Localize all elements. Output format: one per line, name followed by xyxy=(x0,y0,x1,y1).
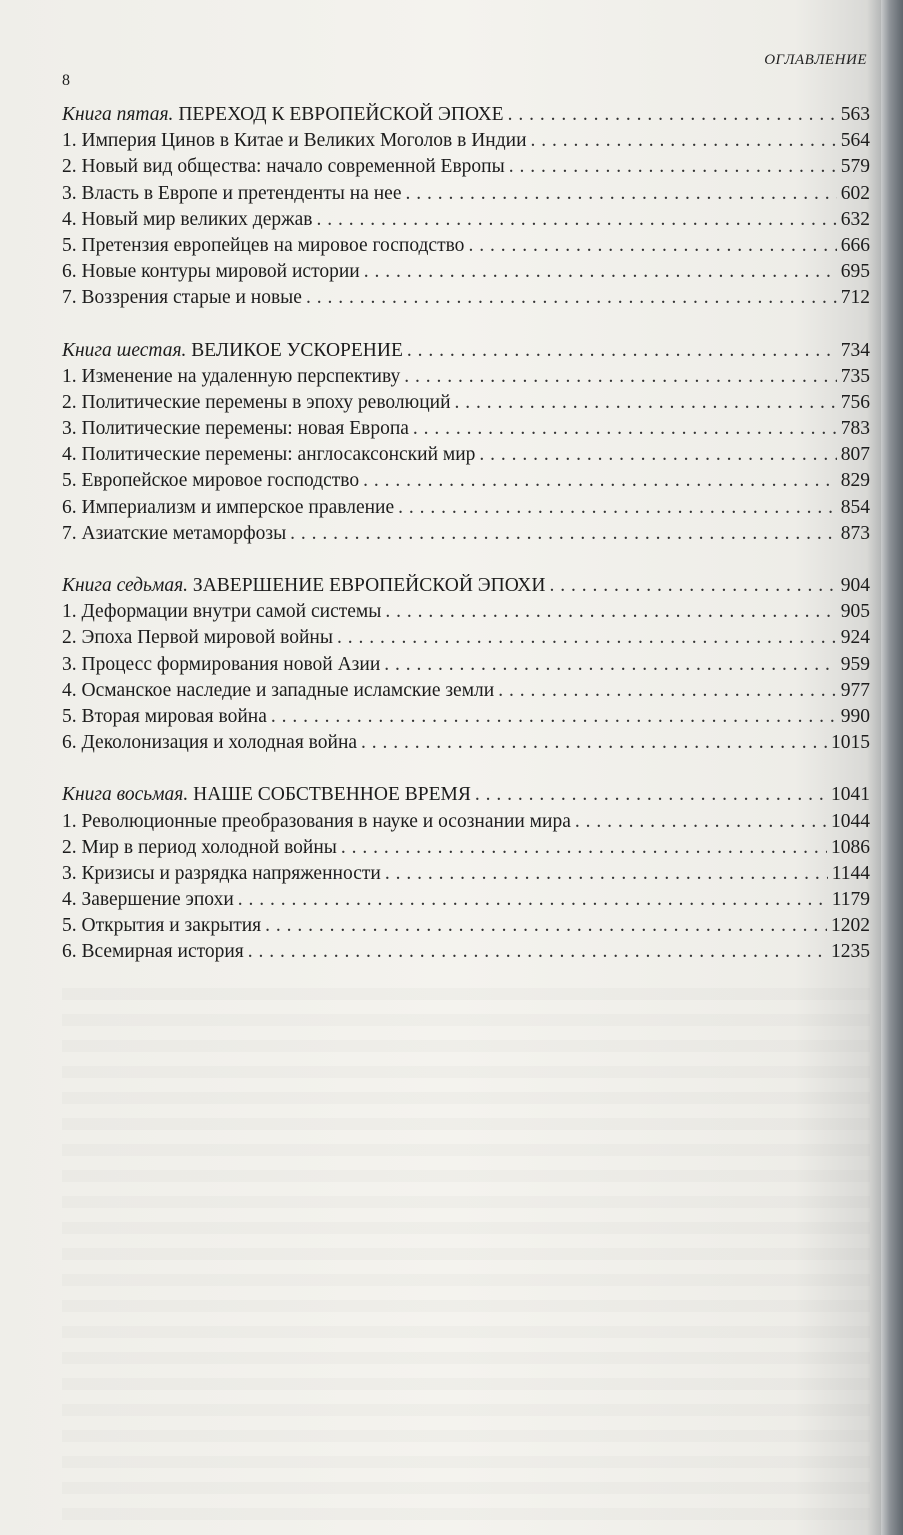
toc-book-title: ПЕРЕХОД К ЕВРОПЕЙСКОЙ ЭПОХЕ xyxy=(178,104,504,125)
toc-book-number: Книга восьмая. xyxy=(62,784,189,806)
toc-page-number: 712 xyxy=(840,287,870,309)
toc-chapter-title: 3. Процесс формирования новой Азии xyxy=(62,653,381,675)
running-title: ОГЛАВЛЕНИЕ xyxy=(764,52,867,68)
toc-page-number: 1144 xyxy=(831,862,870,884)
toc-page-number: 1179 xyxy=(831,889,870,911)
toc-page-number: 579 xyxy=(840,156,870,178)
toc-page-number: 959 xyxy=(840,653,870,675)
toc-section xyxy=(62,102,870,312)
toc-book-number: Книга пятая. xyxy=(62,104,174,125)
toc-section xyxy=(62,338,870,548)
toc-chapter-row[interactable] xyxy=(62,154,870,180)
toc-page-number: 563 xyxy=(840,104,870,125)
toc-chapter-title: 4. Новый мир великих держав xyxy=(62,208,313,230)
dot-leader xyxy=(575,809,827,835)
toc-chapter-title: 7. Азиатские метаморфозы xyxy=(62,522,287,544)
toc-page-number: 783 xyxy=(840,418,870,440)
toc-chapter-row[interactable] xyxy=(62,652,870,678)
toc-chapter-title: 2. Мир в период холодной войны xyxy=(62,836,337,858)
toc-book-label xyxy=(62,338,403,364)
toc-page-number: 829 xyxy=(840,470,870,492)
dot-leader xyxy=(271,704,837,730)
toc-section xyxy=(62,573,870,756)
toc-chapter-row[interactable] xyxy=(62,233,870,259)
toc-chapter-title: 1. Империя Цинов в Китае и Великих Моголов в Индии xyxy=(62,130,527,152)
toc-page-number: 1015 xyxy=(831,732,870,754)
toc-book-label xyxy=(62,102,504,128)
dot-leader xyxy=(385,599,836,625)
toc-page-number: 977 xyxy=(840,679,870,701)
toc-page-number: 666 xyxy=(840,234,870,256)
toc-page-number: 1086 xyxy=(831,836,870,858)
dot-leader xyxy=(509,154,837,180)
dot-leader xyxy=(406,181,837,207)
dot-leader xyxy=(364,259,837,285)
toc-page-number: 1044 xyxy=(831,810,870,832)
toc-chapter-title: 7. Воззрения старые и новые xyxy=(62,287,302,309)
toc-chapter-title: 1. Деформации внутри самой системы xyxy=(62,601,382,623)
toc-page-number: 807 xyxy=(840,444,870,466)
toc-chapter-title: 2. Эпоха Первой мировой войны xyxy=(62,627,333,649)
dot-leader xyxy=(384,652,836,678)
dot-leader xyxy=(479,442,836,468)
toc-chapter-title: 1. Революционные преобразования в науке и осознании мира xyxy=(62,810,571,832)
dot-leader xyxy=(385,861,828,887)
toc-page-number: 924 xyxy=(840,627,870,649)
toc-page-number: 734 xyxy=(840,339,870,361)
toc-chapter-row[interactable] xyxy=(62,913,870,939)
toc-chapter-row[interactable] xyxy=(62,809,870,835)
toc-chapter-row[interactable] xyxy=(62,364,870,390)
dot-leader xyxy=(398,495,837,521)
dot-leader xyxy=(361,730,827,756)
toc-chapter-row[interactable] xyxy=(62,625,870,651)
toc-chapter-row[interactable] xyxy=(62,599,870,625)
toc-page-number: 854 xyxy=(840,496,870,518)
dot-leader xyxy=(549,573,836,599)
toc-page-number: 602 xyxy=(840,182,870,204)
dot-leader xyxy=(498,678,837,704)
toc-page-number: 756 xyxy=(840,391,870,413)
toc-page-number: 632 xyxy=(840,208,870,230)
toc-book-label xyxy=(62,782,471,808)
toc-chapter-title: 6. Новые контуры мировой истории xyxy=(62,261,360,283)
toc-chapter-title: 2. Политические перемены в эпоху революций xyxy=(62,391,451,413)
toc-chapter-title: 6. Всемирная история xyxy=(62,941,244,963)
toc-chapter-title: 3. Власть в Европе и претенденты на нее xyxy=(62,182,402,204)
bleed-through-texture xyxy=(62,980,870,1520)
table-of-contents xyxy=(62,102,870,992)
toc-chapter-row[interactable] xyxy=(62,495,870,521)
toc-chapter-row[interactable] xyxy=(62,468,870,494)
toc-chapter-row[interactable] xyxy=(62,442,870,468)
toc-chapter-title: 2. Новый вид общества: начало современной Европы xyxy=(62,156,505,178)
toc-page-number: 1235 xyxy=(831,941,870,963)
dot-leader xyxy=(337,625,837,651)
book-spine-edge xyxy=(881,0,903,1535)
dot-leader xyxy=(316,207,836,233)
toc-book-heading[interactable] xyxy=(62,782,870,808)
toc-chapter-row[interactable] xyxy=(62,416,870,442)
dot-leader xyxy=(341,835,827,861)
toc-book-number: Книга шестая. xyxy=(62,339,187,361)
toc-section xyxy=(62,782,870,965)
toc-chapter-row[interactable] xyxy=(62,887,870,913)
toc-page-number: 1041 xyxy=(831,784,870,806)
toc-chapter-row[interactable] xyxy=(62,128,870,154)
toc-chapter-title: 3. Кризисы и разрядка напряженности xyxy=(62,862,381,884)
toc-chapter-row[interactable] xyxy=(62,704,870,730)
toc-chapter-row[interactable] xyxy=(62,939,870,965)
toc-chapter-row[interactable] xyxy=(62,678,870,704)
toc-chapter-title: 5. Вторая мировая война xyxy=(62,705,267,727)
toc-chapter-row[interactable] xyxy=(62,730,870,756)
toc-chapter-title: 6. Деколонизация и холодная война xyxy=(62,732,358,754)
toc-chapter-title: 5. Европейское мировое господство xyxy=(62,470,360,492)
dot-leader xyxy=(413,416,837,442)
dot-leader xyxy=(363,468,837,494)
toc-chapter-row[interactable] xyxy=(62,390,870,416)
toc-chapter-title: 3. Политические перемены: новая Европа xyxy=(62,418,409,440)
dot-leader xyxy=(531,128,837,154)
dot-leader xyxy=(265,913,827,939)
toc-page-number: 990 xyxy=(840,705,870,727)
dot-leader xyxy=(404,364,837,390)
dot-leader xyxy=(407,338,837,364)
toc-chapter-title: 1. Изменение на удаленную перспективу xyxy=(62,365,401,387)
dot-leader xyxy=(475,782,827,808)
toc-book-number: Книга седьмая. xyxy=(62,575,189,596)
page-number: 8 xyxy=(62,72,70,89)
dot-leader xyxy=(455,390,837,416)
toc-book-heading[interactable] xyxy=(62,573,870,599)
dot-leader xyxy=(238,887,828,913)
toc-page-number: 564 xyxy=(840,130,870,152)
toc-book-heading[interactable] xyxy=(62,338,870,364)
toc-chapter-row[interactable] xyxy=(62,259,870,285)
toc-chapter-row[interactable] xyxy=(62,207,870,233)
toc-page-number: 735 xyxy=(840,365,870,387)
toc-page-number: 905 xyxy=(840,601,870,623)
dot-leader xyxy=(508,102,837,128)
toc-chapter-title: 5. Открытия и закрытия xyxy=(62,915,262,937)
toc-book-title: НАШЕ СОБСТВЕННОЕ ВРЕМЯ xyxy=(193,784,471,806)
toc-chapter-row[interactable] xyxy=(62,521,870,547)
toc-page-number: 695 xyxy=(840,261,870,283)
dot-leader xyxy=(290,521,837,547)
toc-chapter-title: 4. Османское наследие и западные исламские земли xyxy=(62,679,495,701)
toc-book-title: ВЕЛИКОЕ УСКОРЕНИЕ xyxy=(191,339,403,361)
toc-chapter-title: 6. Империализм и имперское правление xyxy=(62,496,395,518)
toc-page-number: 904 xyxy=(840,575,870,596)
dot-leader xyxy=(468,233,836,259)
toc-chapter-row[interactable] xyxy=(62,181,870,207)
toc-chapter-title: 4. Политические перемены: англосаксонский мир xyxy=(62,444,476,466)
toc-book-heading[interactable] xyxy=(62,102,870,128)
toc-chapter-row[interactable] xyxy=(62,835,870,861)
toc-page-number: 1202 xyxy=(831,915,870,937)
dot-leader xyxy=(248,939,827,965)
toc-chapter-row[interactable] xyxy=(62,285,870,311)
toc-chapter-title: 5. Претензия европейцев на мировое господство xyxy=(62,234,465,256)
toc-chapter-row[interactable] xyxy=(62,861,870,887)
toc-page-number: 873 xyxy=(840,522,870,544)
toc-book-title: ЗАВЕРШЕНИЕ ЕВРОПЕЙСКОЙ ЭПОХИ xyxy=(192,575,546,596)
dot-leader xyxy=(306,285,837,311)
toc-chapter-title: 4. Завершение эпохи xyxy=(62,889,234,911)
toc-book-label xyxy=(62,573,545,599)
